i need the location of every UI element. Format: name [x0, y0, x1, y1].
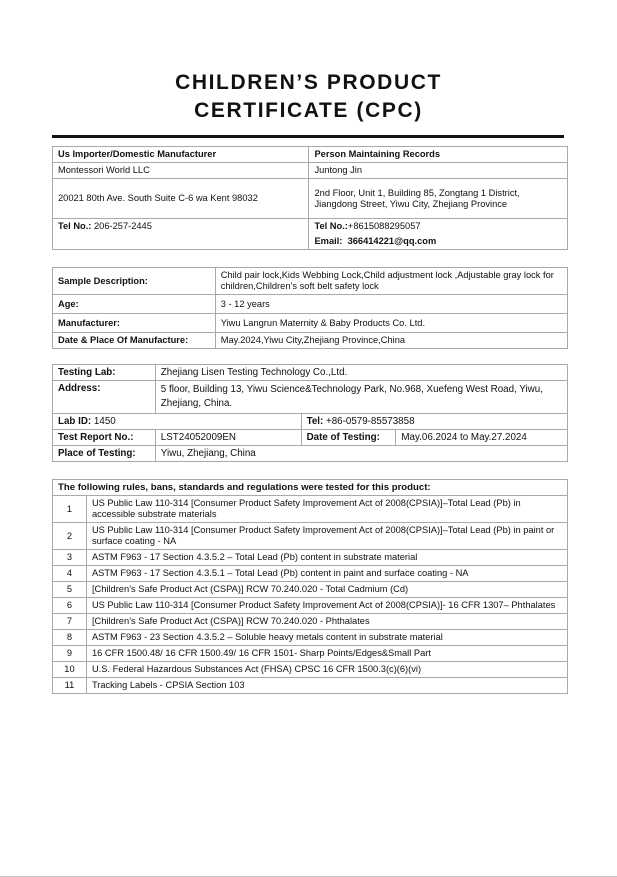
lab-address-label: Address:	[53, 381, 156, 414]
lab-id-label: Lab ID:	[58, 416, 92, 427]
rule-text: [Children’s Safe Product Act (CSPA)] RCW 70.240.020 - Phthalates	[86, 614, 567, 630]
rule-text: U.S. Federal Hazardous Substances Act (FHSA) CPSC 16 CFR 1500.3(c)(6)(vi)	[86, 662, 567, 678]
records-heading: Person Maintaining Records	[309, 147, 568, 163]
importer-records-table	[52, 146, 568, 250]
sample-table	[52, 267, 568, 349]
records-email-label: Email:	[314, 236, 343, 246]
rule-text: US Public Law 110-314 [Consumer Product Safety Improvement Act of 2008(CPSIA)]–Total Lead (Pb) in accessible substrate materials	[86, 496, 567, 523]
rules-table	[52, 479, 568, 694]
rule-row	[53, 566, 568, 582]
certificate-title	[0, 69, 617, 125]
age-value: 3 - 12 years	[215, 295, 567, 314]
rule-text: [Children’s Safe Product Act (CSPA)] RCW 70.240.020 - Total Cadmium (Cd)	[86, 582, 567, 598]
records-tel-label: Tel No.:	[314, 221, 348, 231]
place-of-testing-label: Place of Testing:	[53, 446, 156, 462]
rule-row	[53, 523, 568, 550]
rule-number: 4	[53, 566, 87, 582]
report-no-label: Test Report No.:	[53, 430, 156, 446]
rules-list	[53, 496, 568, 694]
rule-row	[53, 614, 568, 630]
importer-address: 20021 80th Ave. South Suite C-6 wa Kent 98032	[53, 179, 309, 219]
age-label: Age:	[53, 295, 216, 314]
lab-address-value: 5 floor, Building 13, Yiwu Science&Technology Park, No.968, Xuefeng West Road, Yiwu, Zhejiang, China.	[155, 381, 567, 414]
lab-tel-value: +86-0579-85573858	[323, 416, 415, 427]
rule-number: 5	[53, 582, 87, 598]
report-no-value: LST24052009EN	[155, 430, 301, 446]
importer-blank	[53, 234, 309, 250]
lab-tel-label: Tel:	[306, 416, 324, 427]
rule-row	[53, 646, 568, 662]
rule-text: US Public Law 110-314 [Consumer Product Safety Improvement Act of 2008(CPSIA)]–Total Lead (Pb) in paint or surface coating - NA	[86, 523, 567, 550]
rule-text: US Public Law 110-314 [Consumer Product Safety Improvement Act of 2008(CPSIA)]- 16 CFR 1307– Phthalates	[86, 598, 567, 614]
rule-number: 10	[53, 662, 87, 678]
title-divider	[52, 135, 564, 138]
place-of-testing-value: Yiwu, Zhejiang, China	[155, 446, 567, 462]
manufacturer-label: Manufacturer:	[53, 314, 216, 333]
records-tel-value: +8615088295057	[347, 221, 421, 231]
rule-row	[53, 550, 568, 566]
testing-lab-table	[52, 364, 568, 462]
rule-row	[53, 598, 568, 614]
manufacture-date-value: May.2024,Yiwu City,Zhejiang Province,China	[215, 333, 567, 349]
manufacturer-value: Yiwu Langrun Maternity & Baby Products Co. Ltd.	[215, 314, 567, 333]
rule-number: 1	[53, 496, 87, 523]
sample-desc-label: Sample Description:	[53, 268, 216, 295]
rule-number: 9	[53, 646, 87, 662]
records-tel	[309, 219, 568, 235]
rule-text: 16 CFR 1500.48/ 16 CFR 1500.49/ 16 CFR 1501- Sharp Points/Edges&Small Part	[86, 646, 567, 662]
records-email	[309, 234, 568, 250]
rule-number: 6	[53, 598, 87, 614]
importer-tel-label: Tel No.:	[58, 221, 92, 231]
rules-heading: The following rules, bans, standards and regulations were tested for this product:	[53, 480, 568, 496]
testing-date-value: May.06.2024 to May.27.2024	[396, 430, 568, 446]
importer-tel	[53, 219, 309, 235]
rule-text: ASTM F963 - 17 Section 4.3.5.1 – Total Lead (Pb) content in paint and surface coating - NA	[86, 566, 567, 582]
lab-id	[53, 414, 302, 430]
rule-number: 2	[53, 523, 87, 550]
testing-date-label: Date of Testing:	[301, 430, 396, 446]
rule-row	[53, 630, 568, 646]
rule-number: 8	[53, 630, 87, 646]
rule-number: 3	[53, 550, 87, 566]
rule-text: ASTM F963 - 23 Section 4.3.5.2 – Soluble heavy metals content in substrate material	[86, 630, 567, 646]
records-name: Juntong Jin	[309, 163, 568, 179]
sample-desc-value: Child pair lock,Kids Webbing Lock,Child adjustment lock ,Adjustable gray lock for children,Children’s soft belt safety lock	[215, 268, 567, 295]
testing-lab-label: Testing Lab:	[53, 365, 156, 381]
rule-row	[53, 582, 568, 598]
rule-row	[53, 496, 568, 523]
lab-id-value: 1450	[91, 416, 116, 427]
rule-number: 11	[53, 678, 87, 694]
records-email-value: 366414221@qq.com	[347, 236, 437, 246]
importer-heading: Us Importer/Domestic Manufacturer	[53, 147, 309, 163]
rule-row	[53, 662, 568, 678]
rule-text: Tracking Labels - CPSIA Section 103	[86, 678, 567, 694]
rule-row	[53, 678, 568, 694]
rule-number: 7	[53, 614, 87, 630]
records-address: 2nd Floor, Unit 1, Building 85, Zongtang 1 District, Jiangdong Street, Yiwu City, Zhejiang Province	[309, 179, 568, 219]
testing-lab-value: Zhejiang Lisen Testing Technology Co.,Ltd.	[155, 365, 567, 381]
rule-text: ASTM F963 - 17 Section 4.3.5.2 – Total Lead (Pb) content in substrate material	[86, 550, 567, 566]
importer-name: Montessori World LLC	[53, 163, 309, 179]
title-line-2: CERTIFICATE (CPC)	[194, 99, 423, 122]
lab-tel	[301, 414, 567, 430]
manufacture-date-label: Date & Place Of Manufacture:	[53, 333, 216, 349]
importer-tel-value: 206-257-2445	[91, 221, 152, 231]
title-line-1: CHILDREN’S PRODUCT	[175, 71, 442, 94]
